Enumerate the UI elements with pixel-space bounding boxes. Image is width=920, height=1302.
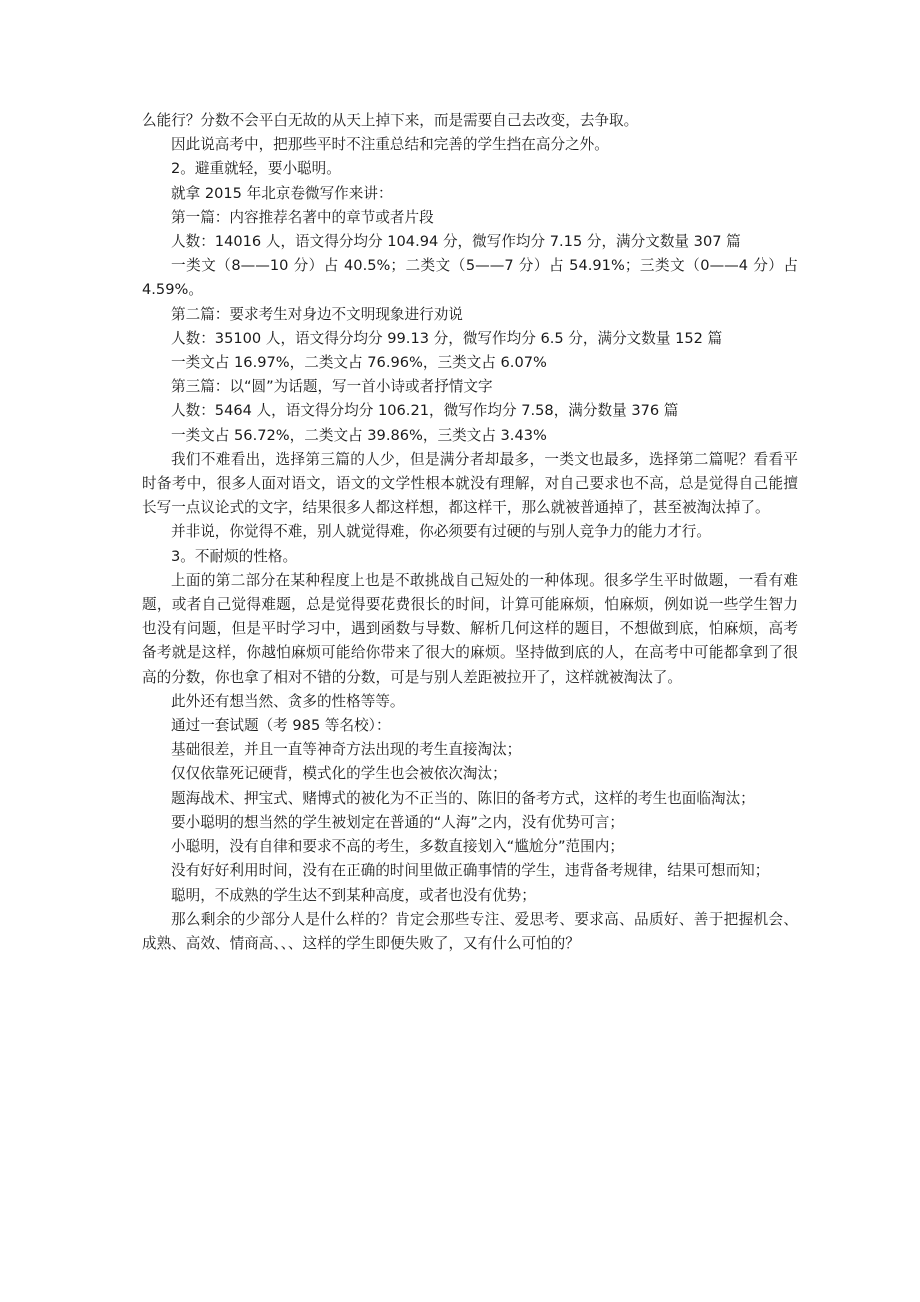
paragraph: 聪明，不成熟的学生达不到某种高度，或者也没有优势； <box>171 886 536 904</box>
paragraph: 基础很差，并且一直等神奇方法出现的考生直接淘汰； <box>171 741 522 759</box>
paragraph: 就拿 2015 年北京卷微写作来讲： <box>171 184 393 202</box>
paragraph: 因此说高考中，把那些平时不注重总结和完善的学生挡在高分之外。 <box>171 136 609 154</box>
paragraph: 通过一套试题（考 985 等名校）： <box>171 717 391 735</box>
paragraph: 一类文（8——10 分）占 40.5%；二类文（5——7 分）占 54.91%；三类文（0——4 分）占 4.59%。 <box>142 257 798 299</box>
paragraph: 题海战术、押宝式、赌博式的被化为不正当的、陈旧的备考方式，这样的考生也面临淘汰； <box>171 789 755 807</box>
paragraph: 么能行？分数不会平白无故的从天上掉下来，而是需要自己去改变，去争取。 <box>142 112 639 129</box>
paragraph: 小聪明，没有自律和要求不高的考生，多数直接划入“尴尬分”范围内； <box>171 838 624 856</box>
paragraph: 人数：35100 人，语文得分均分 99.13 分，微写作均分 6.5 分，满分文数量 152 篇 <box>171 329 723 347</box>
paragraph: 3。不耐烦的性格。 <box>171 547 298 565</box>
paragraph: 并非说，你觉得不难，别人就觉得难，你必须要有过硬的与别人竞争力的能力才行。 <box>171 523 711 541</box>
paragraph: 上面的第二部分在某种程度上也是不敢挑战自己短处的一种体现。很多学生平时做题，一看有难题，或者自己觉得难题，总是觉得要花费很长的时间，计算可能麻烦，怕麻烦，例如说一些学生智力也没有问题，但是平时学习中，遇到函数与导数、解析几何这样的题目，不想做到底，怕麻烦，高考备考就是这样，你越怕麻烦可能给你带来了很大的麻烦。坚持做到底的人，在高考中可能都拿到了很高的分数，你也拿了相对不错的分数，可是与别人差距被拉开了，这样就被淘汰了。 <box>142 571 798 686</box>
paragraph: 第二篇：要求考生对身边不文明现象进行劝说 <box>171 305 463 323</box>
paragraph: 第三篇：以“圆”为话题，写一首小诗或者抒情文字 <box>171 378 493 396</box>
paragraph: 人数：14016 人，语文得分均分 104.94 分，微写作均分 7.15 分，满分文数量 307 篇 <box>171 233 741 251</box>
paragraph: 没有好好利用时间，没有在正确的时间里做正确事情的学生，违背备考规律，结果可想而知； <box>171 862 770 880</box>
paragraph: 一类文占 56.72%，二类文占 39.86%，三类文占 3.43% <box>171 426 547 444</box>
document-body <box>142 109 798 956</box>
paragraph: 那么剩余的少部分人是什么样的？肯定会那些专注、爱思考、要求高、品质好、善于把握机会、成熟、高效、情商高、、、这样的学生即便失败了，又有什么可怕的？ <box>142 910 798 952</box>
paragraph: 第一篇：内容推荐名著中的章节或者片段 <box>171 208 434 226</box>
paragraph: 此外还有想当然、贪多的性格等等。 <box>171 692 405 710</box>
paragraph: 要小聪明的想当然的学生被划定在普通的“人海”之内，没有优势可言； <box>171 813 624 831</box>
paragraph: 2。避重就轻，要小聪明。 <box>171 160 341 178</box>
paragraph: 我们不难看出，选择第三篇的人少，但是满分者却最多，一类文也最多，选择第二篇呢？看看平时备考中，很多人面对语文，语文的文学性根本就没有理解，对自己要求也不高，总是觉得自己能擅长写一点议论式的文字，结果很多人都这样想，都这样干，那么就被普通掉了，甚至被淘汰掉了。 <box>142 450 798 517</box>
paragraph: 仅仅依靠死记硬背，模式化的学生也会被依次淘汰； <box>171 765 507 783</box>
paragraph: 人数：5464 人，语文得分均分 106.21，微写作均分 7.58，满分数量 376 篇 <box>171 402 679 420</box>
paragraph: 一类文占 16.97%，二类文占 76.96%，三类文占 6.07% <box>171 354 547 372</box>
